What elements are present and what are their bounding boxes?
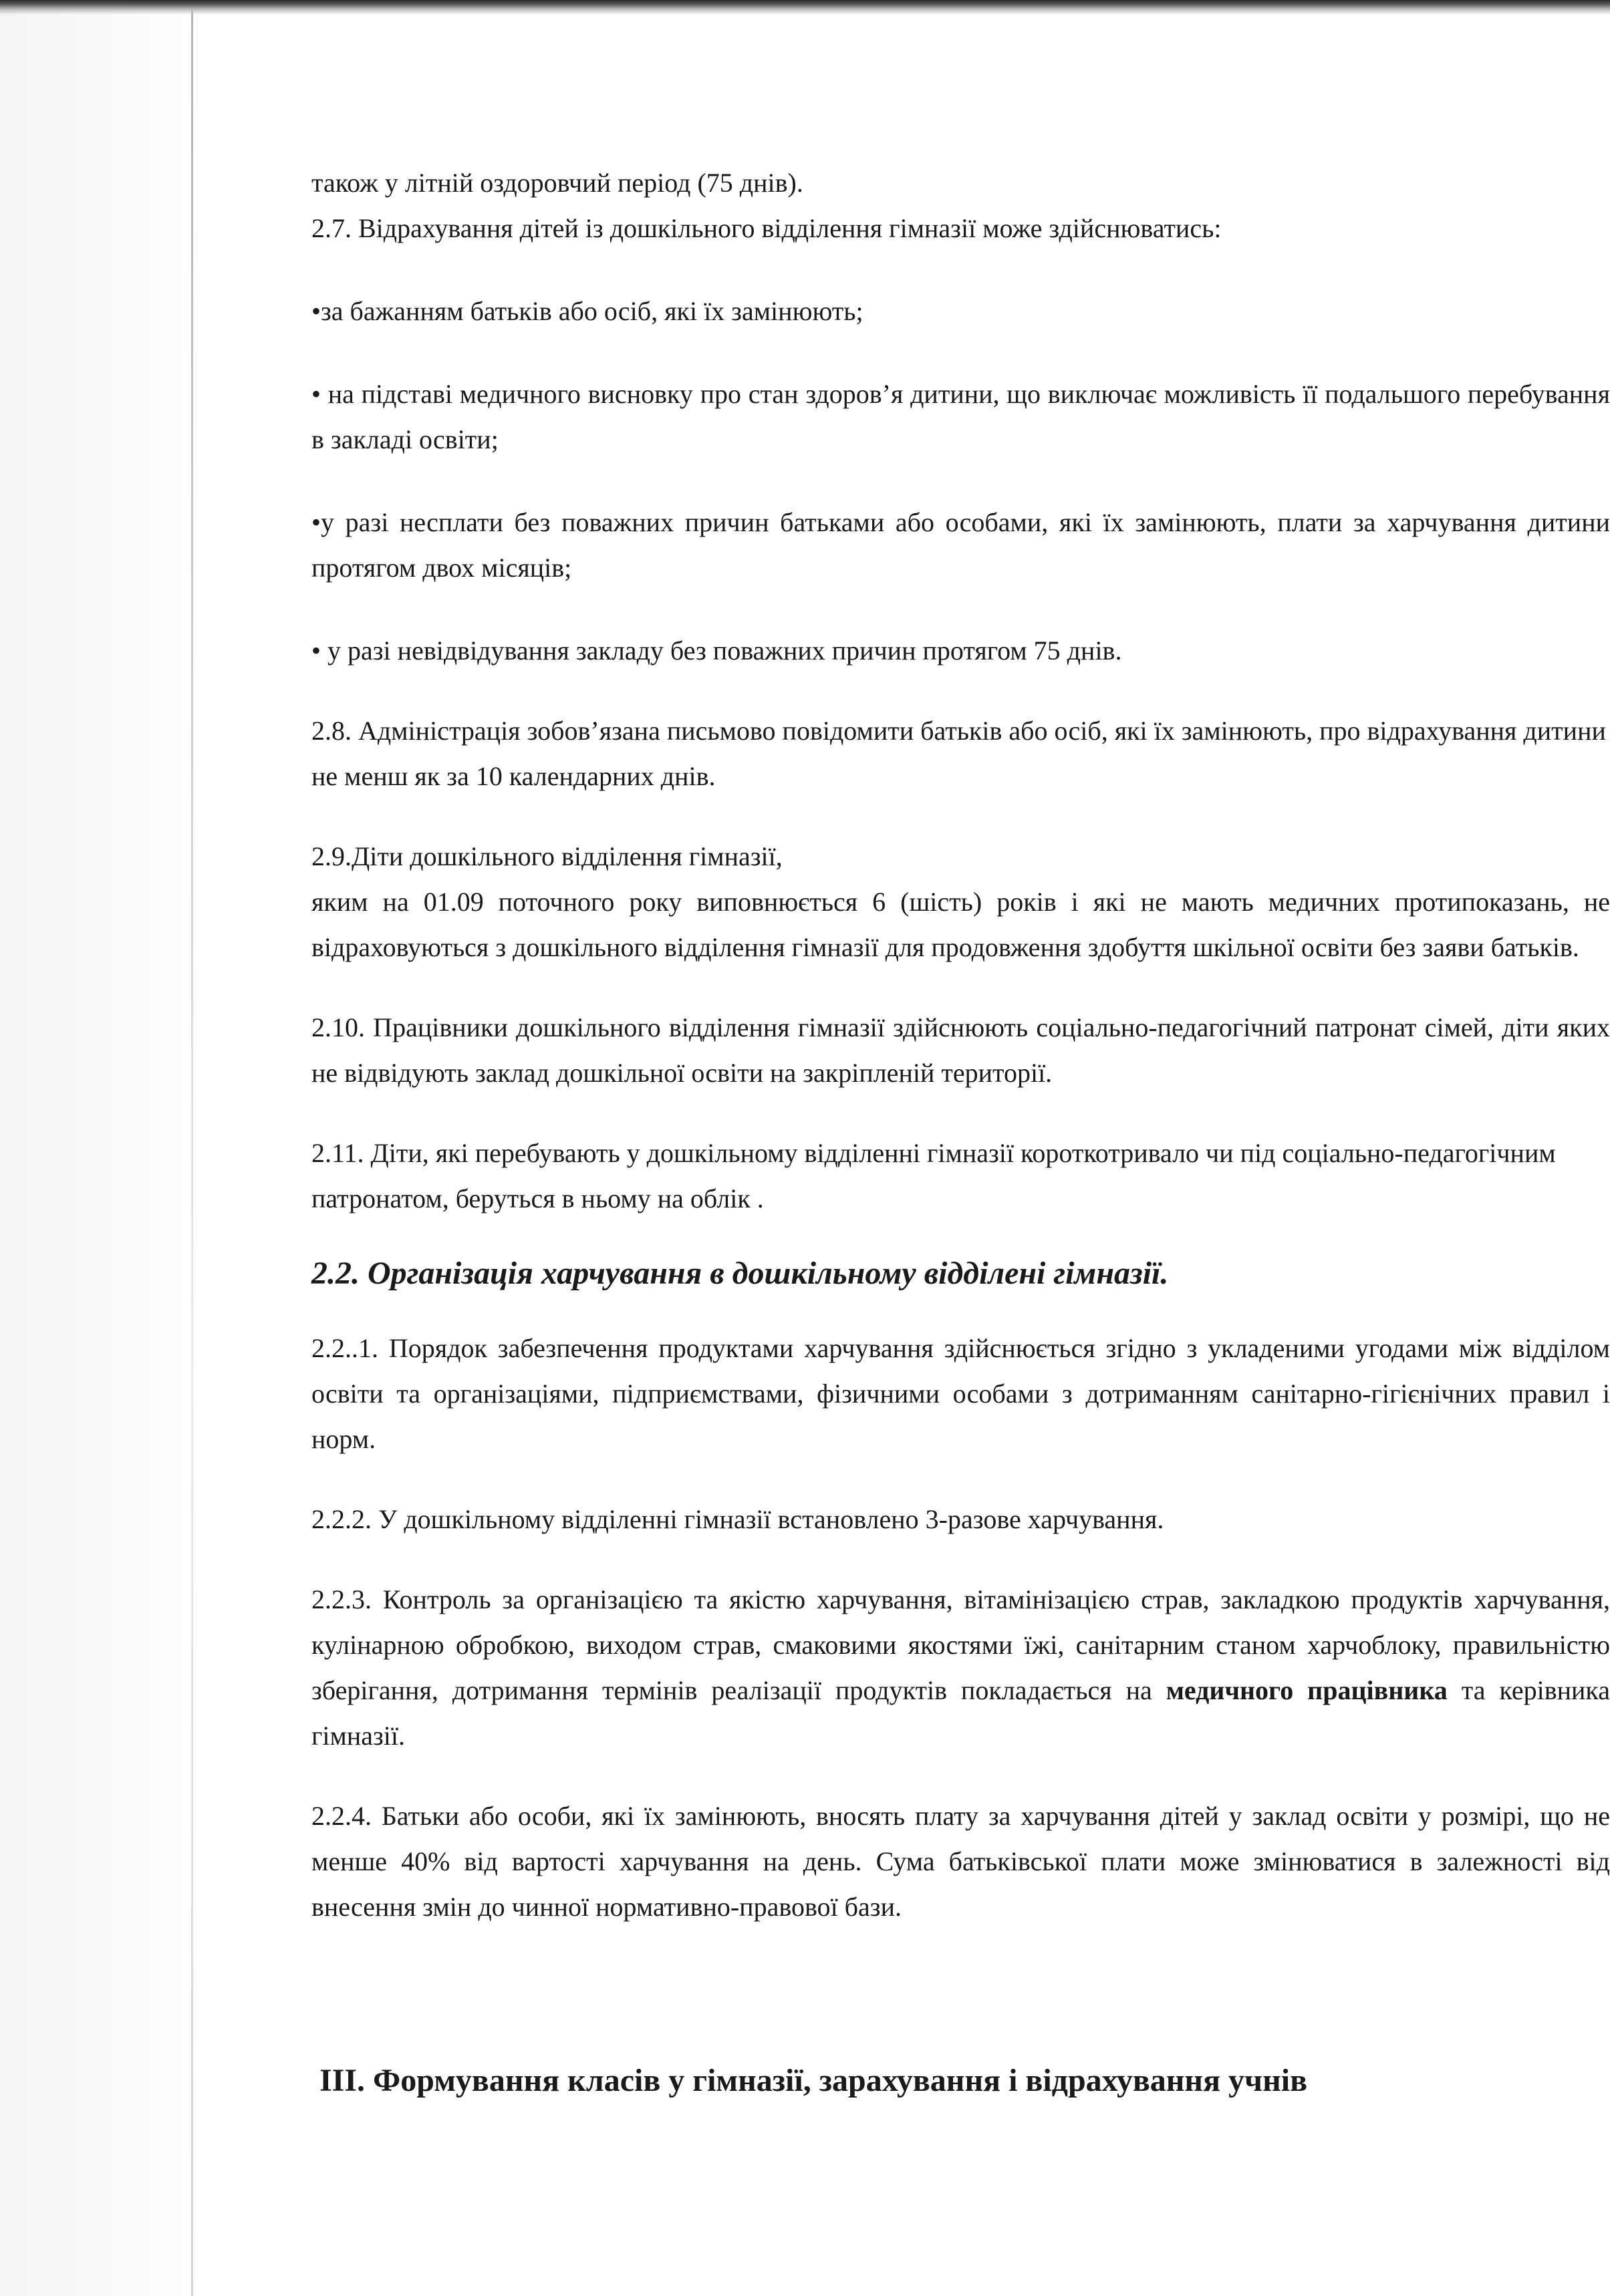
paragraph-2-7: 2.7. Відрахування дітей із дошкільного відділення гімназії може здійснюватись:	[311, 213, 1222, 243]
paragraph-2-2-1: 2.2..1. Порядок забезпечення продуктами харчування здійснюється згідно з укладеними угодами між відділом освіти та організаціями, підприємствами, фізичними особами з дотриманням санітарно-гігієнічних правил і норм.	[311, 1333, 1610, 1454]
document-page	[311, 160, 1610, 2165]
page-fold-line	[191, 0, 193, 2296]
bullet-item-2: • на підставі медичного висновку про стан здоров’я дитини, що виключає можливість її подальшого перебування в закладі освіти;	[311, 379, 1610, 454]
paragraph-2-9-title: 2.9.Діти дошкільного відділення гімназії,	[311, 841, 783, 871]
paragraph-2-2-3-bold: медичного працівника	[1166, 1675, 1448, 1705]
paragraph-2-10: 2.10. Працівники дошкільного відділення гімназії здійснюють соціально-педагогічний патронат сімей, діти яких не відвідують заклад дошкільної освіти на закріпленій території.	[311, 1012, 1610, 1088]
subheading-2-2: 2.2. Організація харчування в дошкільному відділені гімназії.	[311, 1256, 1169, 1291]
bullet-item-3: •у разі несплати без поважних причин батьками або особами, які їх замінюють, плати за харчування дитини протягом двох місяців;	[311, 507, 1610, 583]
paragraph-2-8: 2.8. Адміністрація зобов’язана письмово повідомити батьків або осіб, які їх замінюють, про відрахування дитини не менш як за 10 календарних днів.	[311, 716, 1606, 791]
paragraph-intro: також у літній оздоровчий період (75 днів).	[311, 168, 803, 198]
bullet-item-4: • у разі невідвідування закладу без поважних причин протягом 75 днів.	[311, 635, 1122, 666]
bullet-item-1: •за бажанням батьків або осіб, які їх замінюють;	[311, 296, 863, 326]
paragraph-2-9-body: яким на 01.09 поточного року виповнюється 6 (шість) років і які не мають медичних протипоказань, не відраховуються з дошкільного відділення гімназії для продовження здобуття шкільної освіти без заяви батьків.	[311, 887, 1610, 962]
paragraph-2-11: 2.11. Діти, які перебувають у дошкільному відділенні гімназії короткотривало чи під соціально-педагогічним патронатом, беруться в ньому на облік .	[311, 1138, 1556, 1213]
paragraph-2-2-2: 2.2.2. У дошкільному відділенні гімназії встановлено 3-разове харчування.	[311, 1504, 1164, 1534]
paragraph-2-2-3-text: 2.2.3. Контроль за організацією та якістю харчування, вітамінізацією страв, закладкою продуктів харчування, кулінарною обробкою, виходом страв, смаковими якостями їжі, санітарним станом харчоблоку, правильністю зберігання, дотримання термінів реалізації продуктів покладається на	[311, 1584, 1610, 1705]
paragraph-2-2-3	[311, 1577, 1610, 1759]
paragraph-2-2-4: 2.2.4. Батьки або особи, які їх замінюють, вносять плату за харчування дітей у заклад освіти у розмірі, що не менше 40% від вартості харчування на день. Сума батьківської плати може змінюватися в залежності від внесення змін до чинної нормативно-правової бази.	[311, 1801, 1610, 1922]
section-heading-3: ІІІ. Формування класів у гімназії, зарахування і відрахування учнів	[319, 2063, 1308, 2098]
scan-margin	[0, 0, 191, 2296]
scan-top-edge	[0, 0, 1610, 15]
paragraph-2-2-3-tail: та керівника гімназії.	[311, 1675, 1610, 1751]
